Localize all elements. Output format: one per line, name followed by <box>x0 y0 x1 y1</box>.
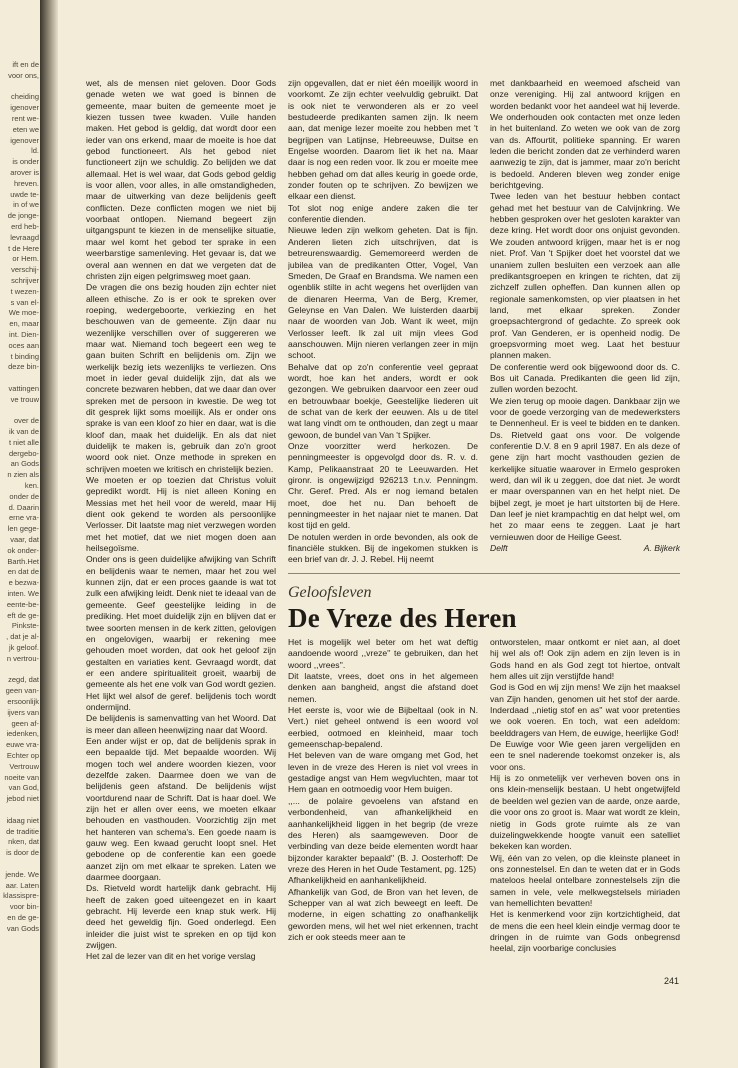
margin-fragment: uwde te- <box>10 189 39 199</box>
margin-fragment: ift en de <box>12 60 39 69</box>
section-divider <box>288 573 680 574</box>
margin-fragment: dergebo- <box>8 448 39 458</box>
margin-fragment: noeite van <box>4 772 39 782</box>
margin-fragment: de jonge- <box>7 211 39 221</box>
paragraph: Het is kenmerkend voor zijn kortzichtigheid, dat de mens die een heel klein eindje vermag door te dringen in de ruimte van Gods onbegrensd heelal, zijn voorbarige conclusies <box>490 909 680 954</box>
margin-fragment: n zien als <box>7 470 39 480</box>
margin-fragment: over de <box>13 416 39 426</box>
paragraph: Tot slot nog enige andere zaken die ter conferentie dienden. <box>288 202 478 225</box>
margin-fragment: d. Daarin <box>8 502 39 512</box>
article-headline: De Vreze des Heren <box>288 603 517 633</box>
paragraph: Behalve dat op zo'n conferentie veel gepraat wordt, hoe kan het anders, wordt er ook gezongen. We gebruiken daarvoor een zeer oud en betrouwbaar boekje, Geestelijke liederen uit de schat van de kerk der eeuwen. Als u de titel wat lang vindt om te onthouden, dan zegt u maar gewoon, de bundel van Van 't Spijker. <box>288 361 478 440</box>
margin-fragment: en de ge- <box>7 912 39 922</box>
margin-fragment: igenover <box>10 103 39 113</box>
margin-fragment: n vertrou- <box>6 653 39 663</box>
margin-fragment <box>0 373 42 384</box>
margin-fragment: jende. We <box>5 869 39 879</box>
margin-fragment: van Gods <box>6 923 39 933</box>
margin-fragment: igenover <box>10 135 39 145</box>
margin-fragment: levraagd <box>10 232 39 242</box>
margin-fragment: , dat je al- <box>6 632 39 642</box>
margin-fragment: voor ons, <box>8 70 39 80</box>
margin-fragment: idaag niet <box>6 815 39 825</box>
margin-fragment: t de Here <box>8 243 39 253</box>
margin-fragment: t niet alle <box>8 437 39 447</box>
paragraph: Nieuwe leden zijn welkom geheten. Dat is fijn. Anderen lieten zich uitschrijven, dat is betreurenswaardig. Gememoreerd werden de jubilea van de predikanten Otter, Vogel, Van Smeden, De Graaf en Brandsma. We namen een ogenblik stilte in acht wegens het overlijden van de dienaren Heerma, Van de Berg, Kremer, Geleynse en Van Dalen. We luisterden daarbij naar de woorden van Job. Want ik weet, mijn Verlosser leeft. Ik zal uit mijn vlees God aanschouwen. Mijn nieren verlangen zeer in mijn schoot. <box>288 225 478 361</box>
paragraph: Het zal de lezer van dit en het vorige verslag <box>86 951 256 962</box>
margin-fragment: schrijver <box>11 275 39 285</box>
margin-fragment: int. Dien- <box>8 329 39 339</box>
margin-fragment: zegd, dat <box>8 675 39 685</box>
paragraph: De conferentie werd ook bijgewoond door ds. C. Bos uit Canada. Predikanten die geen lid zijn, zullen worden bezocht. <box>490 361 680 395</box>
margin-fragment: eft de ge- <box>7 610 39 620</box>
margin-fragment: We moe- <box>8 308 39 318</box>
paragraph: God is God en wij zijn mens! We zijn het maaksel van Zijn handen, genomen uit het stof der aarde. Inderdaad ,,nietig stof en as'' wat voor pretenties we ook voeren. En toch, wat een adeldom: beelddragers van Hem, de euwige, heerlijke God! <box>490 682 680 738</box>
book-gutter <box>40 0 58 1068</box>
margin-fragment: geen van- <box>5 686 39 696</box>
margin-fragment: erd heb- <box>11 221 39 231</box>
margin-fragment: is onder <box>12 157 39 167</box>
margin-fragment: an Gods <box>10 459 39 469</box>
margin-fragment: en, maar <box>9 319 39 329</box>
margin-fragment: Pinkste- <box>11 621 39 631</box>
paragraph: Hij is zo onmetelijk ver verheven boven ons in ons klein-menselijk bestaan. U hebt ongetwijfeld de beelden wel gezien van de aarde, onze aarde, die voor ons zo groot is. Maar wat wordt ze klein, nietig in Gods grote ruimte als ze van duizelingwekkende hoogte vanuit een satelliet bekeken kan worden. <box>490 773 680 852</box>
margin-fragment: geen af- <box>11 718 39 728</box>
paragraph: Onder ons is geen duidelijke afwijking van Schrift en belijdenis waar te nemen, maar het zou wel kunnen zijn, dat er een proces gaande is wat tot zulk een afwijking leidt. Denk niet te ideaal van de gemeente. Geef geestelijke leiding in de prediking. Het moet duidelijk zijn en blijven dat er twee soorten mensen in de kerk zitten, gelovigen en ongelovigen, waarbij er rekening mee gehouden moet worden, dat ook het geloof zijn gestalten en variaties kent. Gevraagd wordt, dat er een andere spiritualiteit groeit, waarbij de gemeente als het ene volk van God wordt gezien. Het lijkt wel alsof de geref. belijdenis toch wordt ondermijnd. <box>86 554 276 712</box>
margin-fragment: eente-be- <box>6 599 39 609</box>
margin-fragment: or Hem. <box>12 254 39 264</box>
column-5 <box>490 637 680 982</box>
paragraph: Wij, één van zo velen, op die kleinste planeet in ons zonnestelsel. En dan te weten dat er in Gods mateloos heelal ontelbare zonnestelsels zijn die samen in vele, vele melkwegstelsels miriaden van hemellichten bevatten! <box>490 852 680 908</box>
margin-fragment <box>0 665 42 676</box>
margin-fragment: jebod niet <box>6 794 39 804</box>
margin-fragment: klassispre- <box>3 891 39 901</box>
margin-fragment: Echter op <box>6 751 39 760</box>
paragraph: met dankbaarheid en weemoed afscheid van onze vereniging. Hij zal antwoord krijgen en worden bedankt voor het aandeel wat hij leverde. We onderhouden ook contacten met onze leden in het buitenland. Zo weten we ook van de zorg van ds. Affourtit, politieke spanning. Er waren leden die bericht zonden dat ze verhinderd waren aanwezig te zijn, dat is jammer, maar zo'n bericht is bedoeld. Anderen bleven weg zonder enige berichtgeving. <box>490 78 680 191</box>
signature-author: A. Bijkerk <box>643 543 680 554</box>
margin-fragment: rent we- <box>11 113 39 123</box>
paragraph: Ds. Rietveld wordt hartelijk dank gebracht. Hij heeft de zaken goed uiteengezet en in kaart gebracht. Hij leverde een knap stuk werk. Hij deed het geweldig fijn. Goed onderlegd. Een inleider die juist wist te spreken en op tijd kon zwijgen. <box>86 883 276 951</box>
margin-fragment <box>0 805 42 816</box>
margin-fragment: is door de <box>6 848 39 858</box>
paragraph: Afhankelijkheid en aanhankelijkheid. <box>288 875 427 886</box>
paragraph: De vragen die ons bezig houden zijn echter niet alleen ethische. Zo is er ook te spreken over roeping, wedergeboorte, verkiezing en het beschouwen van de gemeente. Zijn daar nu wezenlijke verschillen over of suggereren we maar wat. Niemand toch begeert een weg te gaan buiten Schrift en belijdenis om. Zijn we werkelijk bezig iets wezenlijks te verliezen. Ons moet in ieder geval duidelijk zijn, dat als we concrete bezwaren hebben, dat we daar dan over spreken met de persoon in kwestie. De weg tot dit gesprek lijkt soms moeilijk. Als er onder ons sprake is van een kloof zo hier en daar, wat is die kloof dan, maak het duidelijk. En als dat niet duidelijk te maken is, gebruik dan zo'n groot woord ook niet. Onze methode in spreken en schrijven moeten we kritisch en christelijk bezien. <box>86 282 276 474</box>
paragraph: Afhankelijk van God, de Bron van het leven, de Schepper van al wat zich beweegt en leeft. De moderne, in eigen schatting zo onafhankelijk geworden mens, wil het wel niet erkennen, tracht zich er ook steeds meer aan te <box>288 886 478 942</box>
paragraph: zijn opgevallen, dat er niet één moeilijk woord in voorkomt. Ze zijn echter veelvuldig gebruikt. Dat is ook niet te verwonderen als er zo veel bestudeerde predikanten samen zijn. Ik neem aan, dat menige lezer moeite zou hebben met 't begrijpen van Latijnse, Hebreeuwse, Duitse en Engelse woorden. Daarom liet ik het na. Maar daar is nog een reden voor. Ik zou er moeite mee hebben gehad om dat alles keurig in goede orde, zonder fouten op te schrijven. Zo bewijzen we elkaar een dienst. <box>288 78 478 202</box>
page-number: 241 <box>664 976 680 986</box>
margin-fragment: arover is <box>10 167 39 177</box>
margin-fragment: Vertrouw <box>9 761 39 771</box>
margin-fragment: nken, dat <box>8 837 39 847</box>
paragraph: Twee leden van het bestuur hebben contact gehad met het bestuur van de Calvijnkring. We hebben gesproken over het gesloten karakter van deze kring. Het wordt door ons onjuist gevonden. We zouden antwoord krijgen, maar het is er nog niet. Prof. Van 't Spijker doet het voorstel dat we unaniem zullen besluiten een verzoek aan alle predikantsgroepen en kringen te richten, dat zij zichzelf zullen opheffen. Dan kunnen allen op regionale samenkomsten, op vier plaatsen in het land, met elkaar spreken. Zonder groepsachtergrond of gedachte. Zo spreek ook prof. Van Genderen, er is openheid nodig. De groepsvorming moet weg. Laat het bestuur plannen maken. <box>490 191 680 361</box>
paragraph: We moeten er op toezien dat Christus voluit gepredikt wordt. Hij is niet alleen Koning en Messias met het heil voor de wereld, maar Hij dient ook gekend te worden als persoonlijke Verlosser. Dit laatste mag niet verzwegen worden met het motief, dat we niet mogen doen aan heilsegoïsme. <box>86 475 276 554</box>
paragraph: Dit laatste, vrees, doet ons in het algemeen denken aan bangheid, angst die afstand doet nemen. <box>288 671 478 704</box>
margin-fragment: in of we <box>13 200 39 210</box>
paragraph: De belijdenis is samenvatting van het Woord. Dat is meer dan alleen heenwijzing naar dat Woord. <box>86 713 276 735</box>
margin-fragment: euwe vra- <box>6 740 39 750</box>
margin-fragment: voor bin- <box>9 902 39 912</box>
column-3 <box>490 78 680 568</box>
margin-fragment: hreven. <box>13 178 39 188</box>
margin-fragment: van God, <box>8 783 39 793</box>
margin-fragment: inten. We <box>7 589 39 599</box>
margin-fragment: deze bin- <box>8 362 39 372</box>
margin-fragment: eten we <box>12 124 39 134</box>
signature <box>490 543 680 554</box>
margin-fragment: t binding <box>10 351 39 361</box>
paragraph: ,,... de polaire gevoelens van afstand en verbondenheid, van afhankelijkheid en aanhankelijkheid liggen in het begrip (de vreze des Heren) als saamgeweven. Door de verbinding van deze beide elementen wordt haar bijzonder karakter bepaald'' (B. J. Oosterhoff: De vreze des Heren in het Oude Testament, pg. 125) <box>288 795 478 874</box>
margin-fragment: verschij- <box>11 265 39 275</box>
margin-fragment: len gege- <box>7 524 39 534</box>
margin-fragment: erne vra- <box>8 513 39 523</box>
column-2 <box>288 78 478 568</box>
column-3-body <box>490 78 680 543</box>
margin-fragment: ik van de <box>8 427 39 437</box>
paragraph: Het beleven van de ware omgang met God, het leven in de vreze des Heren is niet vol vrees in gestadige angst van Hem wegvluchten, maar tot Hem gaan en ootmoedig voor Hem buigen. <box>288 750 478 795</box>
paragraph: ontworstelen, maar ontkomt er niet aan, al doet hij wel als of! Ook zijn adem en zijn leven is in Gods hand en als God zegt tot hiertoe, ontvalt hem alles uit zijn verstijfde hand! <box>490 637 680 682</box>
margin-fragment: s van el- <box>10 297 39 307</box>
paragraph: De notulen werden in orde bevonden, als ook de financiële stukken. Bij de ingekomen stukken is een brief van dr. J. J. Rebel. Hij neemt <box>288 531 478 565</box>
margin-fragment: e bezwa- <box>8 578 39 588</box>
margin-fragment: ld. <box>31 146 39 156</box>
margin-fragment: t wezen- <box>10 286 39 296</box>
margin-fragment: en dat de <box>7 567 39 577</box>
margin-fragment: jk geloof. <box>8 643 39 653</box>
margin-fragment: de traditie <box>6 826 39 836</box>
paragraph: Het eerste is, voor wie de Bijbeltaal (ook in N. Vert.) niet geheel ontwend is een woord vol eerbied, ootmoed en kleinheid, maar toch gemeenschap-bepalend. <box>288 705 478 750</box>
margin-fragment: ersoonlijk <box>7 697 39 707</box>
margin-fragment: aar. Laten <box>5 880 39 890</box>
margin-fragment: oces aan <box>8 340 39 350</box>
column-1 <box>86 78 276 988</box>
margin-fragment <box>0 82 42 93</box>
paragraph: De Euwige voor Wie geen jaren vergelijden en een te snel naderende toekomst onzeker is, als voor ons. <box>490 739 680 772</box>
margin-fragment: Barth.Het <box>7 556 39 566</box>
margin-fragment: vaar, dat <box>10 535 39 545</box>
margin-fragment: ve trouw <box>10 394 39 404</box>
margin-fragment: ken. <box>24 481 39 491</box>
previous-page-fragment <box>0 60 42 990</box>
margin-fragment: vattingen <box>8 383 39 393</box>
paragraph: wet, als de mensen niet geloven. Door Gods genade weten we wat goed is binnen de gemeente, maar buiten de gemeente moet je kiezen tussen twee kwaden. Vuile handen maken. Het gebod is geldig, dat wordt door een ieder van ons erkend, maar de moeite is hoe dat gebod functioneert. Als het gebod niet functioneert zijn we schuldig. Zo belijden we dat allemaal. Het is wel waar, dat Gods gebod geldig is voor allen, voor alles, in alle omstandigheden, maar de uitwerking van deze belijdenis geeft conflicten. Deze conflicten mogen we niet bij voorbaat ontlopen. Niemand begeert zijn uitgangspunt te kiezen in de menselijke situatie, maar wel komt het gebod ter sprake in een weerbarstige samenleving. Het gevaar is, dat we overal aan wennen en dat we vergeten dat de christen zijn eigen pelgrimsweg moet gaan. <box>86 78 276 281</box>
column-4 <box>288 637 478 982</box>
paragraph: Onze voorzitter werd herkozen. De penningmeester is opgevolgd door ds. R. v. d. Kamp, Pelikaanstraat 20 te Leeuwarden. Het gironr. is ongewijzigd 926213 t.n.v. Penningm. Chr. Geref. Pred. Als er nog iemand betalen moet, doe het nu. Dan behoeft de penningmeester in het najaar niet te manen. Dat kost tijd en geld. <box>288 441 478 531</box>
paragraph: We zien terug op mooie dagen. Dankbaar zijn we voor de goede verzorging van de medewerksters te Dennenheul. Er is veel te bidden en te danken. Ds. Rietveld gaat ons voor. De volgende conferentie D.V. 8 en 9 april 1987. En als deze of gene zijn hart mocht vasthouden gezien de kerkelijke situatie waarover in Ermelo gesproken werd, dan wil ik u zeggen, doe dat niet. Je wordt er maar overspannen van en het helpt niet. De bijbel zegt, je moet je hart uitstorten bij de Here. Dan leef je niet krampachtig en dat helpt wel, om het zo maar eens te zeggen. Laat je hart vernieuwen door de Heilige Geest. <box>490 395 680 542</box>
margin-fragment: cheiding <box>11 92 39 102</box>
margin-fragment <box>0 859 42 870</box>
margin-fragment <box>0 406 42 417</box>
margin-fragment: onder de <box>9 491 39 501</box>
paragraph: Het is mogelijk wel beter om het wat deftig aandoende woord ,,vreze'' te gebruiken, dan het woord ,,vrees''. <box>288 637 478 670</box>
paragraph: Een ander wijst er op, dat de belijdenis sprak in een bepaalde tijd. Met bepaalde woorden. Wij mogen toch wel andere woorden kiezen, voor dezelfde zaken. Daarmee doen we van de belijdenis geen afstand. De belijdenis wijst voortdurend naar de Schrift. Dat is haar doel. We zijn het er allen over eens, we moeten elkaar behouden en vasthouden. Voorzichtig zijn met het hanteren van schema's. Een goede naam is gauw weg. Een kwaad gerucht loopt snel. Het gebodene op de conferentie kan een goede aanzet zijn om met elkaar te spreken. Laten we daarmee doorgaan. <box>86 735 276 883</box>
margin-fragment: ok onder- <box>7 545 39 555</box>
margin-fragment: iedenken, <box>6 729 39 739</box>
margin-fragment: ijvers van <box>7 707 39 717</box>
signature-place: Delft <box>490 543 508 554</box>
section-kicker: Geloofsleven <box>288 584 372 601</box>
